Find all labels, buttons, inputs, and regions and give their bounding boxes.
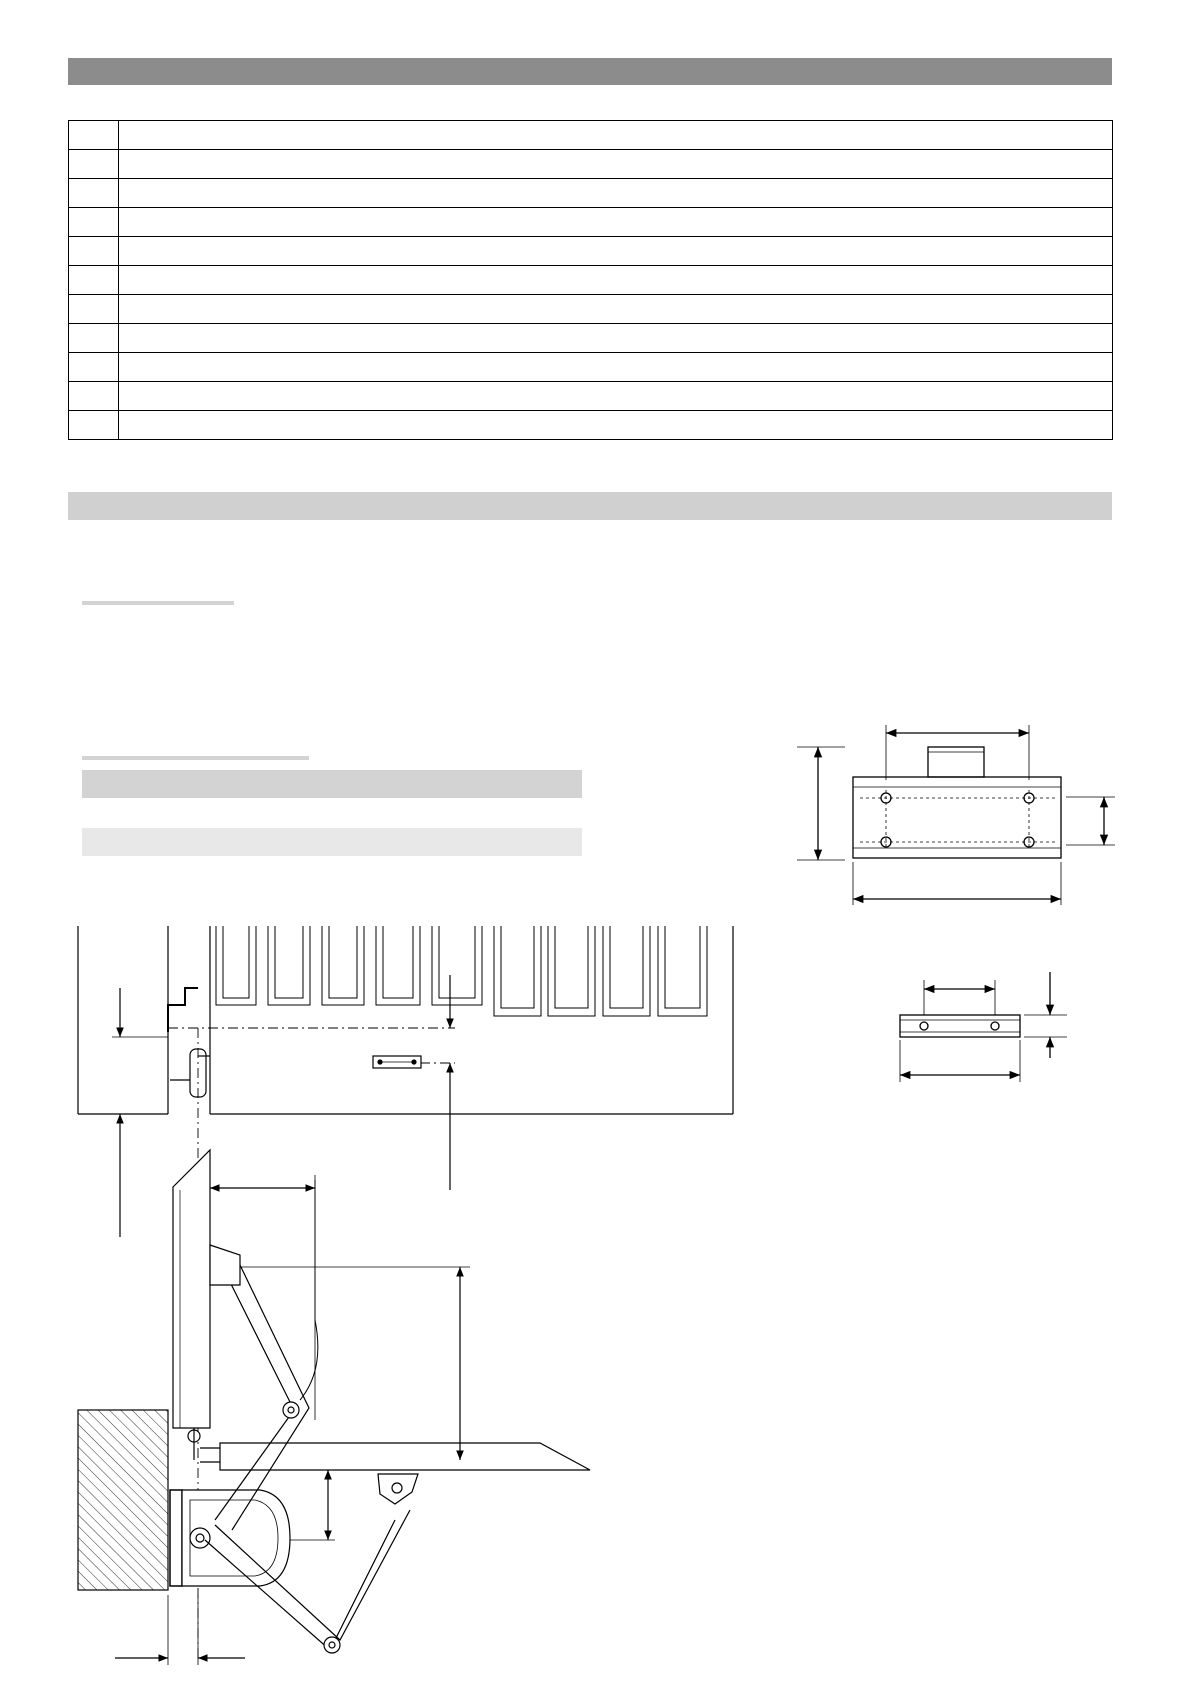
gate-plan-view — [78, 926, 733, 1665]
plate-top-view — [900, 972, 1067, 1082]
bracket-front-view — [797, 725, 1115, 905]
